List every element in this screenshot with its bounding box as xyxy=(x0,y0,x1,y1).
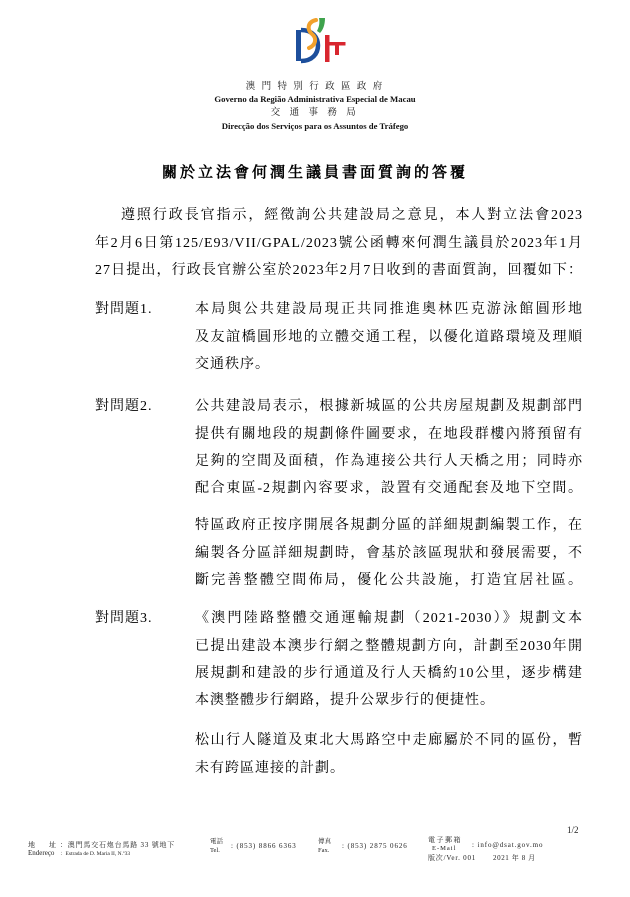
fax-label-en: Fax. xyxy=(318,847,330,854)
answer-line: 配合東區-2規劃內容要求，設置有交通配套及地下空間。 xyxy=(195,481,583,497)
tel-value: : (853) 8866 6363 xyxy=(231,842,297,850)
answer-line: 提供有關地段的規劃條件圖要求，在地段群樓內將預留有 xyxy=(195,426,583,442)
answer-line: 公共建設局表示，根據新城區的公共房屋規劃及規劃部門 xyxy=(195,399,583,415)
answer-1-label: 對問題1. xyxy=(95,302,153,318)
answer-line: 松山行人隧道及東北大馬路空中走廊屬於不同的區份，暫 xyxy=(195,733,583,749)
address-label-pt: Endereço xyxy=(28,849,55,857)
logo-orange-curve xyxy=(309,20,316,48)
answer-line: 已提出建設本澳步行網之整體規劃方向，計劃至2030年開 xyxy=(195,638,583,654)
intro-line: 遵照行政長官指示，經徵詢公共建設局之意見，本人對立法會2023 xyxy=(121,208,583,224)
answer-line: 足夠的空間及面積，作為連接公共行人天橋之用；同時亦 xyxy=(195,453,583,469)
answer-3-paragraph-1 xyxy=(195,605,583,714)
tel-label-zh: 電話 xyxy=(210,838,223,845)
address-value-pt: ：Estrada de D. Maria II, N.º33 xyxy=(60,850,131,857)
government-name-pt: Governo da Região Administrativa Especial de Macau xyxy=(214,93,416,104)
logo-blue-bar xyxy=(296,30,301,61)
intro-line: 年2月6日第125/E93/VII/GPAL/2023號公函轉來何潤生議員於2023年1月 xyxy=(95,235,583,251)
government-name-zh: 澳 門 特 別 行 政 區 政 府 xyxy=(245,82,385,92)
email-label-zh: 電子郵箱 xyxy=(428,836,462,844)
document-title: 關於立法會何潤生議員書面質詢的答覆 xyxy=(161,165,468,181)
answer-2-label: 對問題2. xyxy=(95,399,153,415)
logo-red-stem xyxy=(325,35,330,62)
tel-label-en: Tel. xyxy=(210,847,220,854)
logo-green-leaf xyxy=(317,18,325,33)
answer-3-paragraph-2 xyxy=(195,727,583,782)
answer-3-label: 對問題3. xyxy=(95,611,153,627)
department-name-zh: 交 通 事 務 局 xyxy=(270,108,360,118)
version-label: 版次/Ver. 001 xyxy=(428,854,477,862)
answer-line: 未有跨區連接的計劃。 xyxy=(195,760,345,776)
answer-line: 斷完善整體空間佈局，優化公共設施，打造宜居社區。 xyxy=(195,572,583,588)
answer-line: 及友誼橋圓形地的立體交通工程，以優化道路環境及理順 xyxy=(195,329,583,345)
version-date: 2021 年 8 月 xyxy=(493,854,536,862)
answer-line: 《澳門陸路整體交通運輸規劃（2021-2030）》規劃文本 xyxy=(195,611,583,627)
answer-line: 展規劃和建設的步行通道及行人天橋約10公里，逐步構建 xyxy=(195,665,583,681)
dsat-logo xyxy=(295,17,347,69)
address-value-zh: ：澳門馬交石炮台馬路 33 號地下 xyxy=(60,841,176,849)
email-value: : info@dsat.gov.mo xyxy=(472,841,544,849)
intro-line: 27日提出，行政長官辦公室於2023年2月7日收到的書面質詢，回覆如下： xyxy=(95,262,583,278)
logo-red-t-stem xyxy=(335,42,339,55)
answer-line: 本局與公共建設局現正共同推進奧林匹克游泳館圓形地 xyxy=(195,302,583,318)
address-label-zh: 地 址 xyxy=(28,841,56,849)
answer-line: 特區政府正按序開展各規劃分區的詳細規劃編製工作，在 xyxy=(195,518,583,534)
answer-2-paragraph-2 xyxy=(195,512,583,594)
fax-label-zh: 傳真 xyxy=(318,838,331,845)
answer-2-paragraph-1 xyxy=(195,393,583,502)
page-number: 1/2 xyxy=(567,825,579,835)
answer-line: 交通秩序。 xyxy=(195,356,270,372)
intro-paragraph xyxy=(95,202,583,284)
logo-blue-bowl xyxy=(301,30,318,61)
answer-line: 本澳整體步行網路，提升公眾步行的便捷性。 xyxy=(195,693,495,709)
email-label-en: E-Mail xyxy=(432,845,457,852)
answer-line: 編製各分區詳細規劃時，會基於該區現狀和發展需要，不 xyxy=(195,545,583,561)
answer-1-paragraph-1 xyxy=(195,296,583,378)
fax-value: : (853) 2875 0626 xyxy=(342,842,408,850)
department-name-pt: Direcção dos Serviços para os Assuntos de Tráfego xyxy=(221,120,409,131)
